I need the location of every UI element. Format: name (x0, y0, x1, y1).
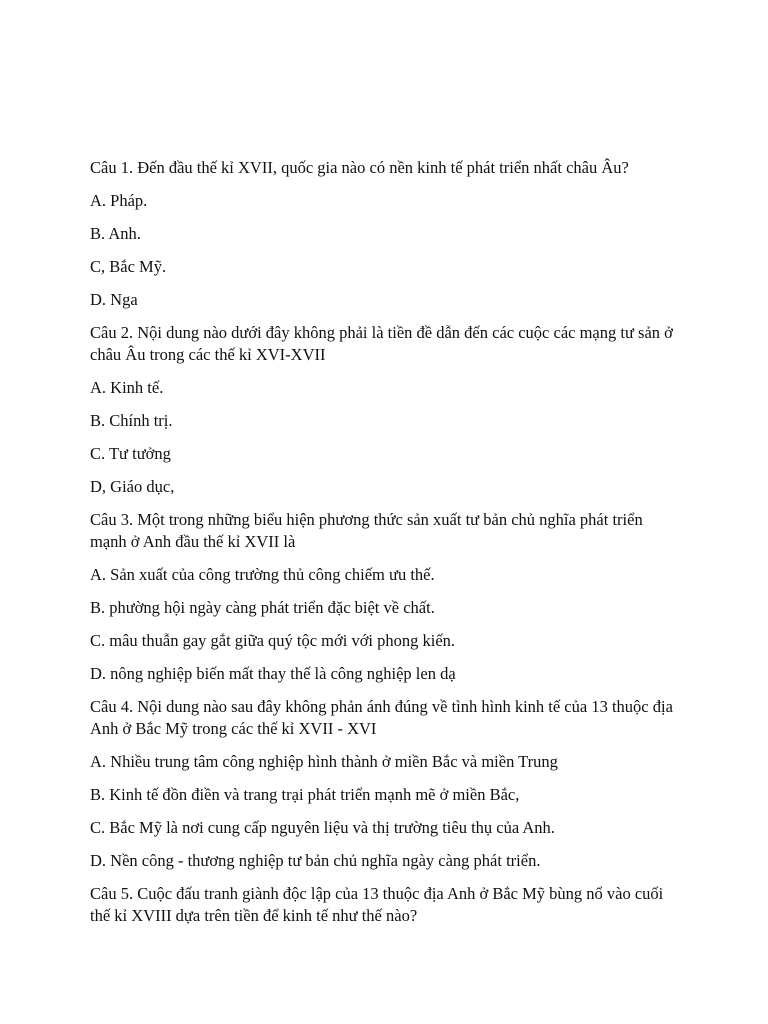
question-1-option-a: A. Pháp. (90, 191, 148, 210)
question-3-option-d: D. nông nghiệp biến mất thay thế là công nghiệp len dạ (90, 664, 456, 683)
question-4-text: Câu 4. Nội dung nào sau đây không phản ánh đúng về tình hình kinh tế của 13 thuộc địa Anh ở Bắc Mỹ trong các thế kỉ XVII - XVI (90, 697, 673, 738)
question-2 (90, 322, 680, 498)
question-2-option-b: B. Chính trị. (90, 411, 173, 430)
question-4-option-a: A. Nhiều trung tâm công nghiệp hình thành ở miền Bắc và miền Trung (90, 752, 558, 771)
question-1 (90, 157, 680, 311)
question-5 (90, 883, 680, 927)
question-3-option-c: C. mâu thuẫn gay gắt giữa quý tộc mới với phong kiến. (90, 631, 456, 650)
question-4-option-c: C. Bắc Mỹ là nơi cung cấp nguyên liệu và thị trường tiêu thụ của Anh. (90, 818, 555, 837)
question-2-option-d: D, Giáo dục, (90, 477, 175, 496)
question-2-option-c: C. Tư tưởng (90, 444, 171, 463)
question-1-option-d: D. Nga (90, 290, 138, 309)
question-1-option-c: C, Bắc Mỹ. (90, 257, 167, 276)
question-5-text: Câu 5. Cuộc đấu tranh giành độc lập của 13 thuộc địa Anh ở Bắc Mỹ bùng nổ vào cuối thế kỉ XVIII dựa trên tiền để kinh tế như thế nào? (90, 884, 664, 925)
question-2-option-a: A. Kinh tế. (90, 378, 164, 397)
question-1-option-b: B. Anh. (90, 224, 141, 243)
question-3-text: Câu 3. Một trong những biểu hiện phương thức sản xuất tư bản chủ nghĩa phát triển mạnh ở Anh đầu thế kỉ XVII là (90, 510, 643, 551)
question-3 (90, 509, 680, 685)
document-content (90, 157, 680, 938)
question-2-text: Câu 2. Nội dung nào dưới đây không phải là tiền đề dẫn đến các cuộc các mạng tư sản ở châu Âu trong các thế kỉ XVI-XVII (90, 323, 673, 364)
question-4-option-d: D. Nền công - thương nghiệp tư bản chủ nghĩa ngày càng phát triển. (90, 851, 541, 870)
question-3-option-a: A. Sản xuất của công trường thủ công chiếm ưu thế. (90, 565, 435, 584)
question-3-option-b: B. phường hội ngày càng phát triển đặc biệt về chất. (90, 598, 435, 617)
question-1-text: Câu 1. Đến đầu thế kỉ XVII, quốc gia nào có nền kinh tế phát triển nhất châu Âu? (90, 158, 629, 177)
question-4 (90, 696, 680, 872)
question-4-option-b: B. Kinh tế đồn điền và trang trại phát triển mạnh mẽ ở miền Bắc, (90, 785, 520, 804)
